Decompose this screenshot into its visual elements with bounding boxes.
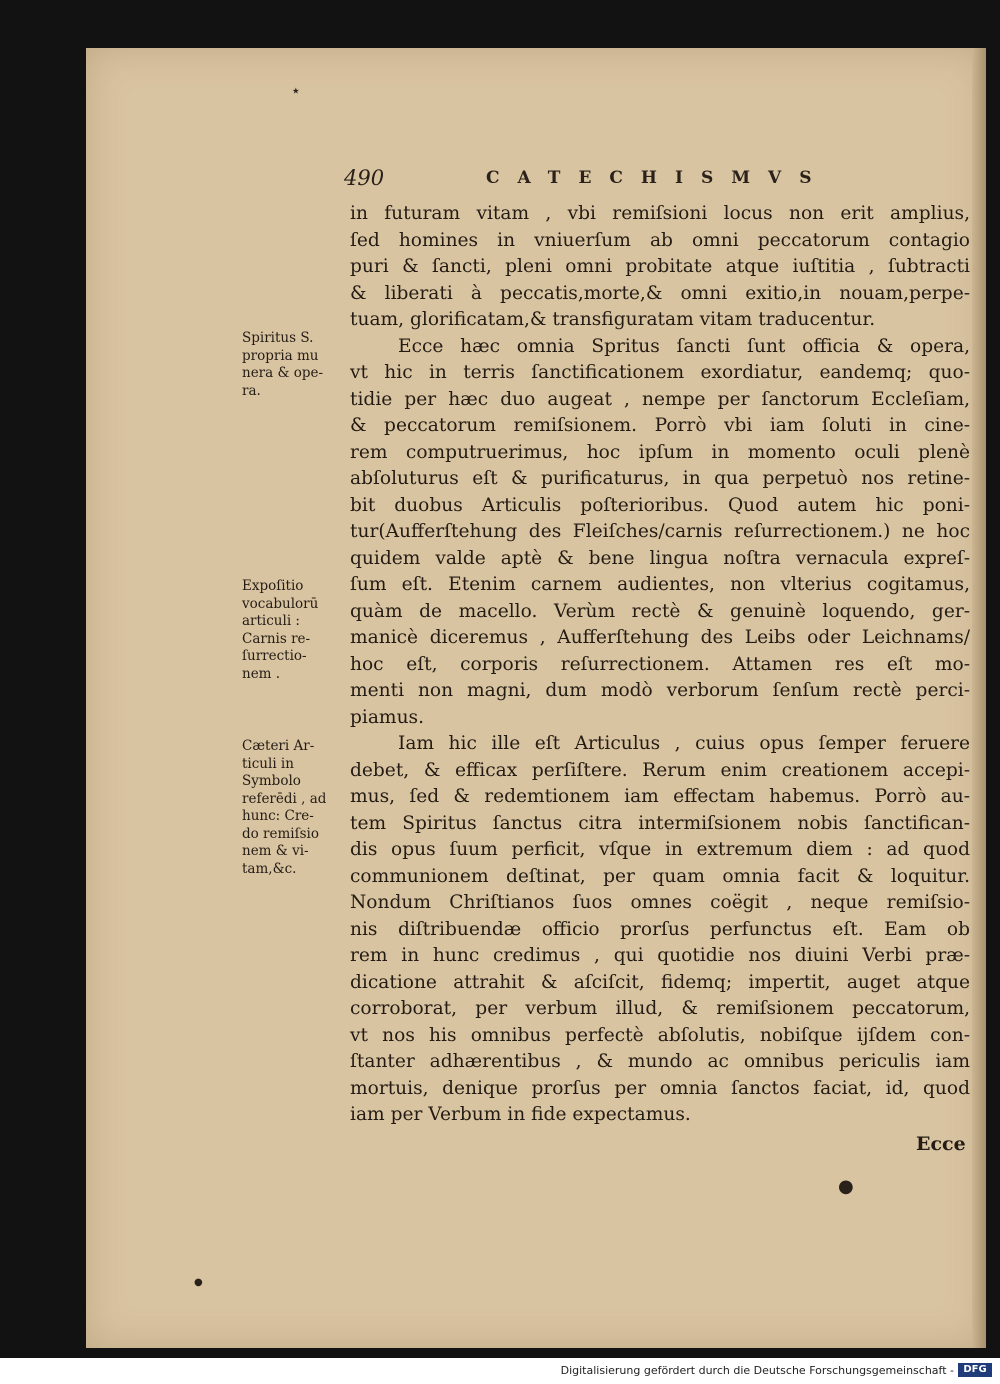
text-line: tem Spiritus ſanctus citra intermiſsionem nobis ſanctifican- <box>350 812 970 834</box>
margin-note-line: propria mu <box>242 347 319 364</box>
text-line: vt hic in terris ſanctificationem exordiatur, eandemq; quo- <box>350 362 970 383</box>
margin-note-caeteri <box>242 738 362 878</box>
text-line: mortuis, denique prorſus per omnia ſanctos faciat, id, quod <box>350 1077 970 1099</box>
text-line: bit duobus Articulis poſterioribus. Quod autem hic poni- <box>350 494 970 516</box>
page-edge <box>972 48 986 1348</box>
text-line: ſum eſt. Etenim carnem audientes, non vlterius cogitamus, <box>350 574 970 595</box>
text-line: abſoluturus eſt & purificaturus, in qua perpetuò nos retine- <box>350 468 970 489</box>
text-line: vt nos his omnibus perfectè abſolutis, nobiſque ijſdem con- <box>350 1024 970 1046</box>
margin-note-line: nera & ope- <box>242 365 324 381</box>
text-line: Iam hic ille eſt Articulus , cuius opus ſemper feruere <box>398 733 970 754</box>
ink-dot: ● <box>838 1176 854 1197</box>
text-line: ſed homines in vniuerſum ab omni peccatorum contagio <box>350 229 970 251</box>
margin-note-line: Symbolo <box>242 773 301 789</box>
text-line: rem computruerimus, hoc ipſum in momento oculi plenè <box>350 441 970 463</box>
text-line: puri & ſancti, pleni omni probitate atque iuſtitia , ſubtracti <box>350 256 970 277</box>
text-line: mus, ſed & redemtionem iam effectam habemus. Porrò au- <box>350 786 970 807</box>
margin-note-spiritus <box>242 330 362 400</box>
text-line: tidie per hæc duo augeat , nempe per ſanctorum Eccleſiam, <box>350 388 970 410</box>
text-line: nis diſtribuendæ officio prorſus perfunctus eſt. Eam ob <box>350 918 970 940</box>
page-number: 490 <box>344 166 385 190</box>
footer-bar <box>0 1358 1000 1384</box>
text-line: Nondum Chriſtianos ſuos omnes coëgit , neque remiſsio- <box>350 892 970 913</box>
margin-note-line: ſurrectio- <box>242 648 307 664</box>
page-header <box>86 166 986 196</box>
margin-note-line: Expoſitio <box>242 578 304 594</box>
text-line: debet, & efficax perſiſtere. Rerum enim creationem accepi- <box>350 759 970 781</box>
text-line: tuam, glorificatam,& transfiguratam vitam traducentur. <box>350 309 876 330</box>
text-line: quàm de macello. Verùm rectè & genuinè loquendo, ger- <box>350 600 970 622</box>
margin-note-line: tam,&c. <box>242 860 297 877</box>
text-line: iam per Verbum in fide expectamus. <box>350 1104 691 1125</box>
text-line: ſtanter adhærentibus , & mundo ac omnibus periculis iam <box>350 1051 970 1072</box>
text-line: quidem valde aptè & bene lingua noſtra vernacula expreſ- <box>350 547 970 569</box>
margin-note-line: ra. <box>242 382 261 399</box>
margin-note-line: nem . <box>242 665 281 682</box>
margin-note-line: ticuli in <box>242 755 294 772</box>
body-text <box>350 201 970 1129</box>
margin-note-expositio <box>242 578 362 683</box>
margin-note-line: hunc: Cre- <box>242 808 314 824</box>
text-line: tur(Aufferſtehung des Fleiſches/carnis reſurrectionem.) ne hoc <box>350 521 970 542</box>
book-page <box>86 48 986 1348</box>
text-line: in futuram vitam , vbi remiſsioni locus non erit amplius, <box>350 203 970 224</box>
funding-credit: Digitalisierung gefördert durch die Deutsche Forschungsgemeinschaft - <box>560 1364 954 1377</box>
margin-note-line: Cæteri Ar- <box>242 738 315 754</box>
text-line: & peccatorum remiſsionem. Porrò vbi iam ſoluti in cine- <box>350 415 970 436</box>
text-line: manicè diceremus , Aufferſtehung des Leibs oder Leichnams/ <box>350 627 970 648</box>
margin-note-line: Spiritus S. <box>242 330 314 346</box>
text-line: rem in hunc credimus , qui quotidie nos diuini Verbi præ- <box>350 945 970 966</box>
text-line: hoc eſt, corporis reſurrectionem. Attamen res eſt mo- <box>350 653 970 675</box>
catchword: Ecce <box>916 1133 966 1155</box>
margin-note-line: articuli : <box>242 613 300 629</box>
running-title: CATECHISMVS <box>486 168 830 188</box>
text-line: Ecce hæc omnia Spritus ſancti ſunt officia & opera, <box>398 335 970 357</box>
ink-dot: ● <box>194 1277 203 1288</box>
text-line: corroborat, per verbum illud, & remiſsionem peccatorum, <box>350 998 970 1019</box>
specks: ٭ <box>292 83 300 99</box>
text-line: menti non magni, dum modò verborum ſenſum rectè perci- <box>350 680 970 701</box>
margin-note-line: Carnis re- <box>242 630 311 647</box>
text-line: communionem deſtinat, per quam omnia facit & loquitur. <box>350 865 970 887</box>
margin-note-line: vocabulorū <box>242 595 319 612</box>
dfg-logo: DFG <box>958 1363 992 1377</box>
text-line: dicatione attrahit & aſciſcit, fidemq; impertit, auget atque <box>350 971 970 993</box>
text-line: & liberati à peccatis,morte,& omni exitio,in nouam,perpe- <box>350 282 970 304</box>
margin-note-line: nem & vi- <box>242 843 309 859</box>
margin-note-line: referēdi , ad <box>242 790 327 807</box>
text-line: dis opus ſuum perficit, vſque in extremum diem : ad quod <box>350 839 970 860</box>
text-line: piamus. <box>350 706 424 728</box>
margin-note-line: do remiſsio <box>242 825 319 842</box>
